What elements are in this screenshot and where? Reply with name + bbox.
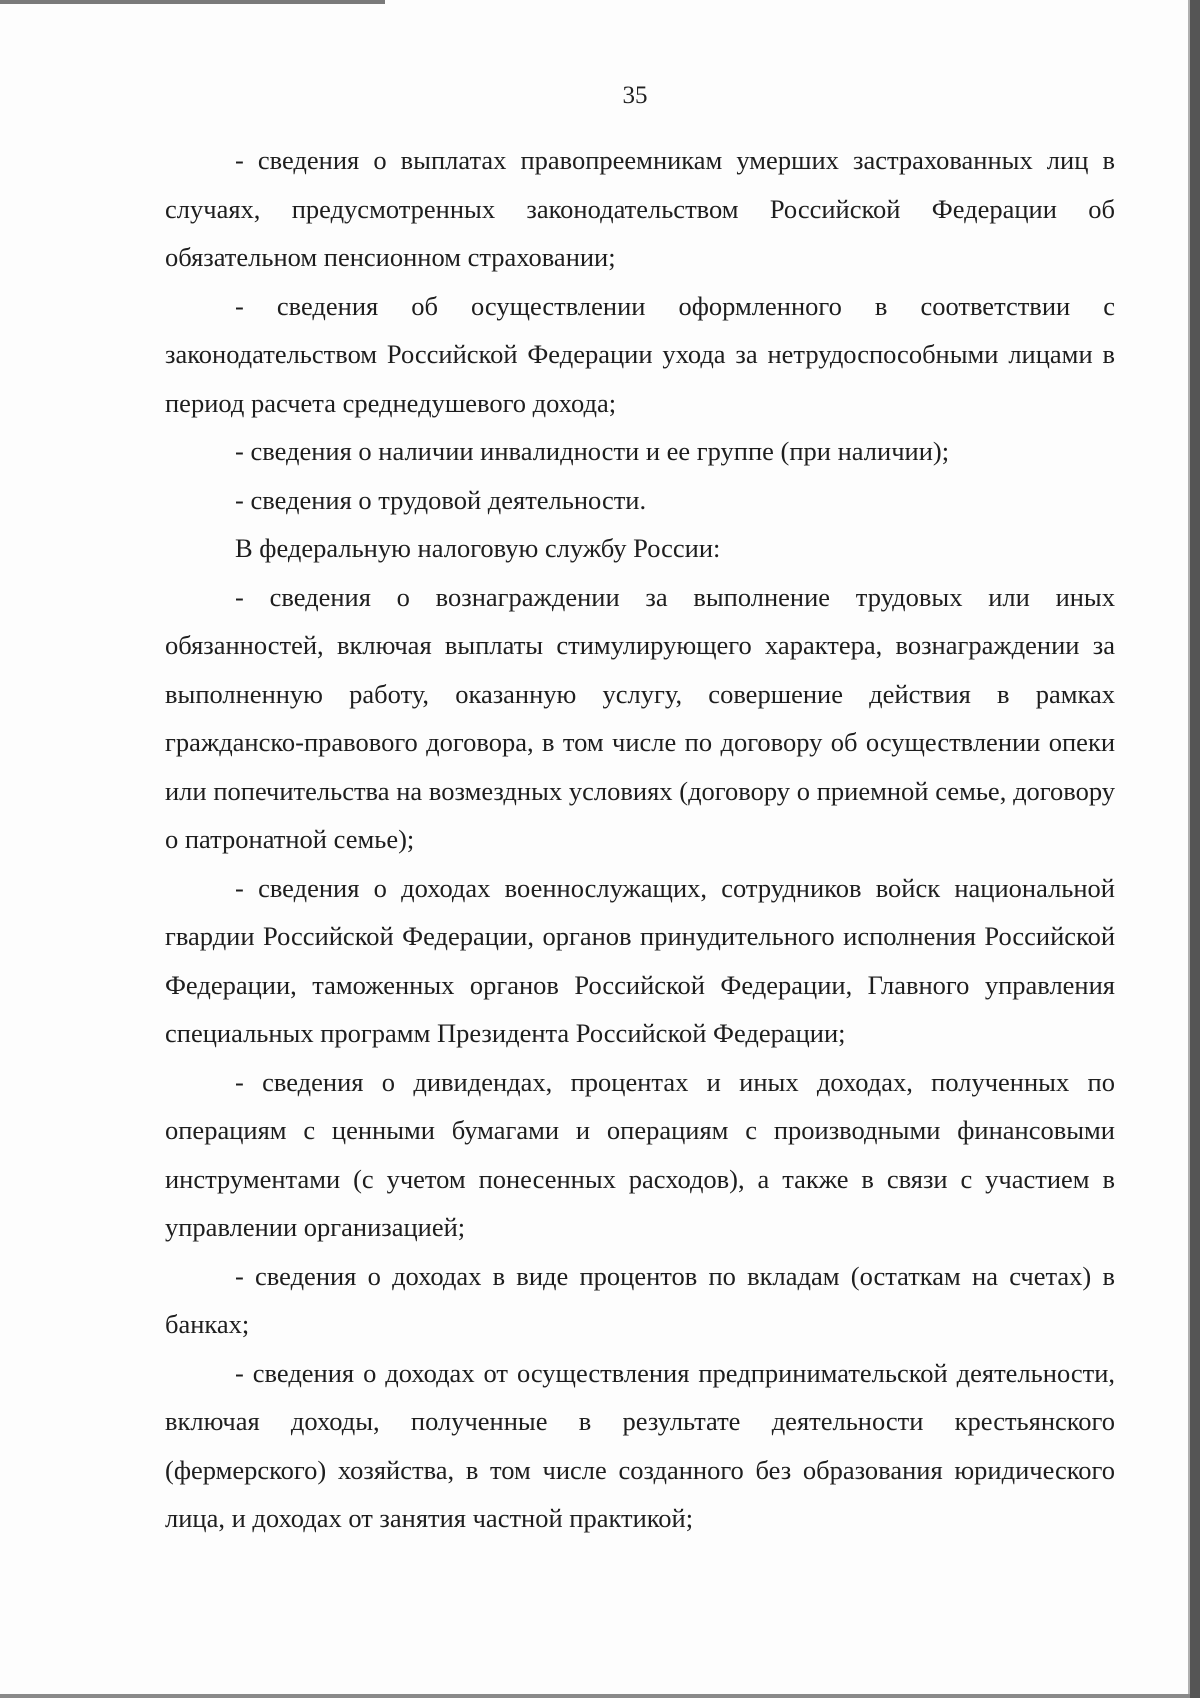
- scan-edge-right: [1190, 0, 1200, 1698]
- paragraph: - сведения об осуществлении оформленного в соответствии с законодательством Российской Федерации ухода за нетрудоспособными лицами в период расчета среднедушевого дохода;: [165, 290, 1115, 418]
- paragraph: - сведения о дивидендах, процентах и иных доходах, полученных по операциям с ценными бумагами и операциям с производными финансовыми инструментами (с учетом понесенных расходов), а также в связи с участием в управлении организацией;: [165, 1066, 1115, 1242]
- paragraph: - сведения о выплатах правопреемникам умерших застрахованных лиц в случаях, предусмотренных законодательством Российской Федерации об обязательном пенсионном страховании;: [165, 145, 1115, 272]
- scan-edge-bottom: [0, 1694, 1190, 1698]
- scan-edge-top: [0, 0, 385, 4]
- page-number: 35: [622, 82, 648, 109]
- paragraph: - сведения о доходах военнослужащих, сотрудников войск национальной гвардии Российской Федерации, органов принудительного исполнения Российской Федерации, таможенных органов Российской Федерации, Главного управления специальных программ Президента Российской Федерации;: [165, 872, 1115, 1048]
- paragraph: - сведения о доходах от осуществления предпринимательской деятельности, включая доходы, полученные в результате деятельности крестьянского (фермерского) хозяйства, в том числе созданного без образования юридического лица, и доходах от занятия частной практикой;: [165, 1357, 1115, 1533]
- section-heading: В федеральную налоговую службу России:: [235, 533, 721, 563]
- document-body: [165, 136, 1115, 1543]
- paragraph: - сведения о доходах в виде процентов по вкладам (остаткам на счетах) в банках;: [165, 1260, 1115, 1339]
- paragraph: - сведения о вознаграждении за выполнение трудовых или иных обязанностей, включая выплаты стимулирующего характера, вознаграждении за выполненную работу, оказанную услугу, совершение действия в рамках гражданско-правового договора, в том числе по договору об осуществлении опеки или попечительства на возмездных условиях (договору о приемной семье, договору о патронатной семье);: [165, 581, 1115, 854]
- paragraph: - сведения о наличии инвалидности и ее группе (при наличии);: [235, 436, 950, 466]
- paragraph: - сведения о трудовой деятельности.: [235, 484, 647, 515]
